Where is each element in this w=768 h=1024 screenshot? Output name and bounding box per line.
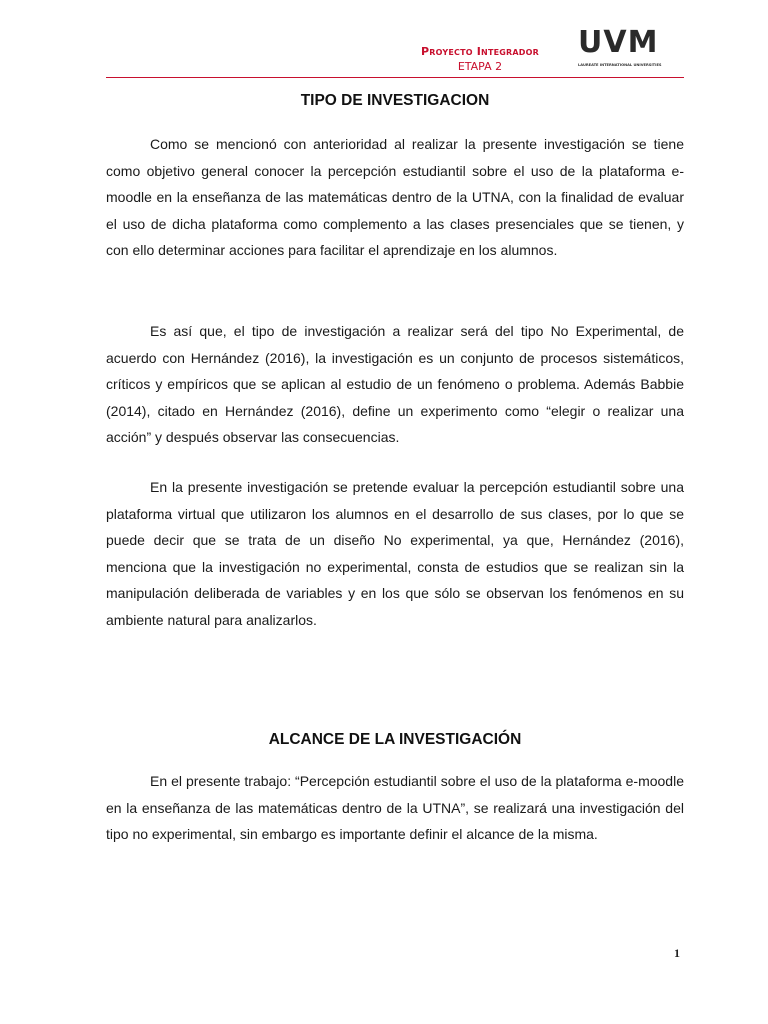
- logo-tagline: LAUREATE INTERNATIONAL UNIVERSITIES: [578, 63, 662, 67]
- project-header: [395, 44, 565, 74]
- section-title-alcance: ALCANCE DE LA INVESTIGACIÓN: [268, 731, 522, 748]
- paragraph: En el presente trabajo: “Percepción estudiantil sobre el uso de la plataforma e-moodle en la enseñanza de las matemáticas dentro de la UTNA”, se realizará una investigación del tipo no experimental, sin embargo es importante definir el alcance de la misma.: [106, 773, 684, 843]
- paragraph: Como se mencionó con anterioridad al realizar la presente investigación se tiene como objetivo general conocer la percepción estudiantil sobre el uso de la plataforma e-moodle en la enseñanza de las matemáticas dentro de la UTNA, con la finalidad de evaluar el uso de dicha plataforma como complemento a las clases presenciales que se tienen, y con ello determinar acciones para facilitar el aprendizaje en los alumnos.: [106, 136, 684, 259]
- page-number: 1: [674, 946, 680, 960]
- uvm-logo: [578, 25, 674, 72]
- paragraph: En la presente investigación se pretende evaluar la percepción estudiantil sobre una plataforma virtual que utilizaron los alumnos en el desarrollo de sus clases, por lo que se puede decir que se trata de un diseño No experimental, ya que, Hernández (2016), menciona que la investigación no experimental, consta de estudios que se realizan sin la manipulación deliberada de variables y en los que sólo se observan los fenómenos en su ambiente natural para analizarlos.: [106, 479, 684, 628]
- header-divider: [106, 77, 684, 78]
- paragraph: Es así que, el tipo de investigación a realizar será del tipo No Experimental, de acuerdo con Hernández (2016), la investigación es un conjunto de procesos sistemáticos, críticos y empíricos que se aplican al estudio de un fenómeno o problema. Además Babbie (2014), citado en Hernández (2016), define un experimento como “elegir o realizar una acción” y después observar las consecuencias.: [106, 323, 684, 446]
- logo-mark: UVM: [578, 25, 659, 60]
- section-title-tipo: TIPO DE INVESTIGACION: [300, 92, 490, 109]
- project-stage: ETAPA 2: [457, 60, 503, 73]
- project-title: Proyecto Integrador: [421, 45, 539, 58]
